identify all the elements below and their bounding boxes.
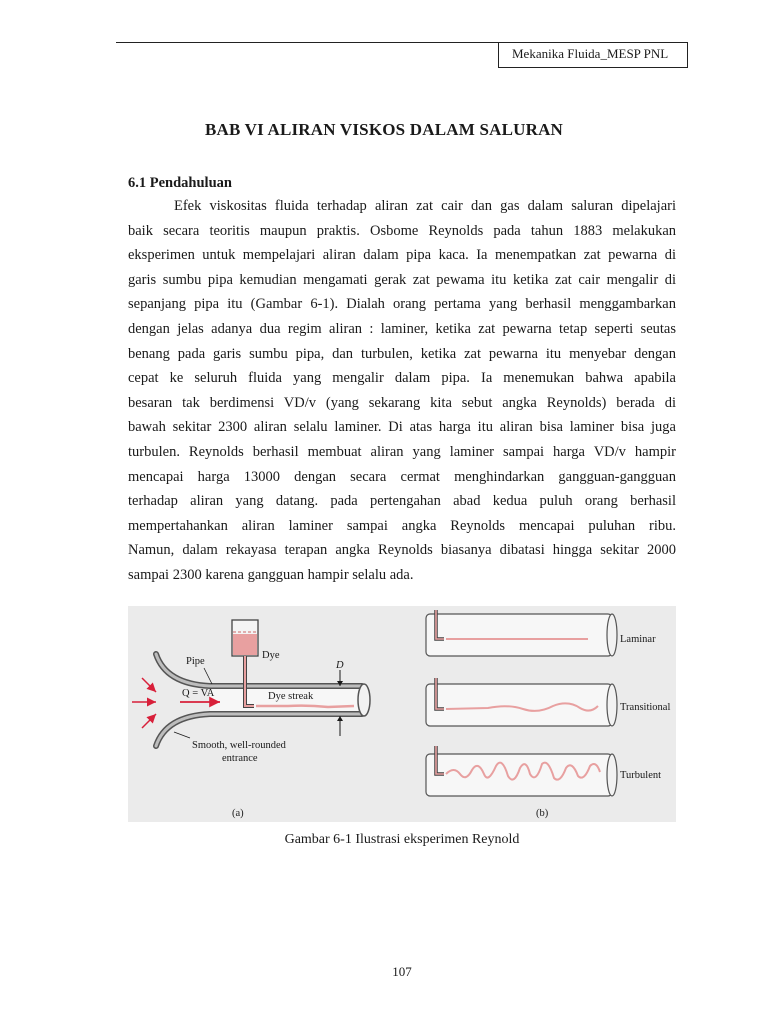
label-dye: Dye	[262, 650, 280, 661]
figure-illustration	[128, 606, 676, 822]
paragraph-line: mempertahankan aliran laminer sampai angka Reynolds mencapai puluhan ribu.	[128, 517, 676, 534]
part-b-flow-regimes	[426, 610, 617, 796]
label-entrance-line2: entrance	[222, 753, 258, 764]
paragraph-line: dengan jelas adanya dua regim aliran : laminer, ketika zat pewarna tetap seperti seutas	[128, 320, 676, 337]
sub-label-b: (b)	[536, 808, 549, 819]
label-pipe: Pipe	[186, 656, 205, 667]
label-flow-rate: Q = VA	[182, 688, 215, 699]
label-entrance-line1: Smooth, well-rounded	[192, 740, 286, 751]
label-diameter: D	[336, 660, 344, 671]
paragraph-line: benang pada garis sumbu pipa, dan turbulen, ketika zat pewarna itu menyebar dengan	[128, 345, 676, 362]
figure-caption: Gambar 6-1 Ilustrasi eksperimen Reynold	[284, 832, 520, 847]
part-a-apparatus	[132, 620, 370, 746]
paragraph-line: Namun, dalam rekayasa terapan angka Reynolds biasanya dibatasi hingga sekitar 2000	[128, 542, 676, 559]
paragraph-line: Efek viskositas fluida terhadap aliran zat cair dan gas dalam saluran dipelajari	[174, 198, 676, 214]
label-transitional: Transitional	[620, 702, 671, 713]
paragraph-line: cepat ke seluruh fluida yang mengalir dalam pipa. Ia menemukan bahwa apabila	[128, 370, 676, 387]
paragraph-line: turbulen. Reynolds berhasil membuat aliran yang laminer sampai harga VD/v hampir	[128, 443, 676, 460]
section-heading: 6.1 Pendahuluan	[128, 175, 232, 191]
paragraph-line: sepanjang pipa itu (Gambar 6-1). Dialah orang pertama yang berhasil menggambarkan	[128, 296, 676, 313]
paragraph-line: baik secara teoritis maupun praktis. Osbome Reynolds pada tahun 1883 melakukan	[128, 222, 676, 239]
header-rule	[116, 42, 498, 43]
paragraph-line: terhadap aliran yang datang. pada pertengahan abad kedua puluh orang berhasil	[128, 493, 676, 510]
label-dye-streak: Dye streak	[268, 691, 314, 702]
figure-reynolds-experiment	[128, 606, 676, 822]
paragraph-line: besaran tak berdimensi VD/v (yang sekarang kita sebut angka Reynolds) berada di	[128, 394, 676, 411]
paragraph-line: sampai 2300 karena gangguan hampir selalu ada.	[128, 566, 414, 583]
paragraph-line: bawah sekitar 2300 aliran selalu laminer. Di atas harga itu aliran bisa laminer bisa juga	[128, 419, 676, 436]
paragraph-line: garis sumbu pipa kemudian mengamati gerak zat pewama itu ketika zat cair mengalir di	[128, 271, 676, 288]
chapter-title: BAB VI ALIRAN VISKOS DALAM SALURAN	[204, 120, 564, 139]
sub-label-a: (a)	[232, 808, 244, 819]
paragraph-line: eksperimen untuk mempelajari aliran dalam pipa kaca. Ia menempatkan zat pewarna di	[128, 247, 676, 264]
running-title: Mekanika Fluida_MESP PNL	[512, 46, 669, 61]
label-turbulent: Turbulent	[620, 770, 662, 781]
body-paragraph	[128, 194, 676, 588]
paragraph-line: mencapai harga 13000 dengan secara cermat menghindarkan gangguan-gangguan	[128, 468, 676, 485]
page-number: 107	[392, 964, 412, 979]
label-laminar: Laminar	[620, 634, 656, 645]
